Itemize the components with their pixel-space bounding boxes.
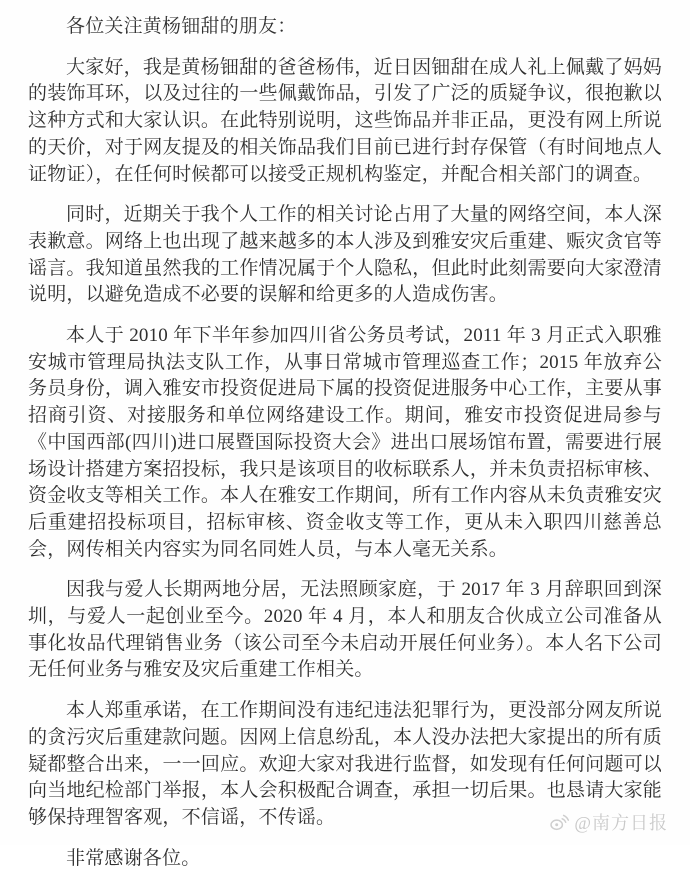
closing-line: 非常感谢各位。 — [66, 847, 201, 869]
paragraph-3: 本人于 2010 年下半年参加四川省公务员考试，2011 年 3 月正式入职雅安城市管理局执法支队工作，从事日常城市管理巡查工作；2015 年放弃公务员身份，调入雅安市投资促进局下属的投资促进服务中心工作，主要从事招商引资、对接服务和单位网络建设工作。期间，雅安市投资促进局参与《中国西部(四川)进口展暨国际投资大会》进出口展场馆布置，需要进行展场设计搭建方案招投标，我只是该项目的收标联系人，并未负责招标审核、资金收支等相关工作。本人在雅安工作期间，所有工作内容从未负责雅安灾后重建招投标项目，招标审核、资金收支等工作，更从未入职四川慈善总会，网传相关内容实为同名同姓人员，与本人毫无关系。 — [28, 325, 662, 560]
weibo-icon — [548, 811, 570, 833]
watermark-handle: @南方日报 — [574, 813, 668, 833]
paragraph-4: 因我与爱人长期两地分居，无法照顾家庭，于 2017 年 3 月辞职回到深圳，与爱人一起创业至今。2020 年 4 月，本人和朋友合伙成立公司准备从事化妆品代理销售业务（该公司至今未启动开展任何业务）。本人名下公司无任何业务与雅安及灾后重建工作相关。 — [28, 579, 662, 681]
watermark — [548, 809, 668, 835]
paragraph-1: 大家好，我是黄杨钿甜的爸爸杨伟，近日因钿甜在成人礼上佩戴了妈妈的装饰耳环，以及过往的一些佩戴饰品，引发了广泛的质疑争议，很抱歉以这种方式和大家认识。在此特别说明，这些饰品并非正品，更没有网上所说的天价，对于网友提及的相关饰品我们目前已进行封存保管（有时间地点人证物证），在任何时候都可以接受正规机构鉴定，并配合相关部门的调查。 — [28, 56, 662, 185]
salutation: 各位关注黄杨钿甜的朋友： — [66, 16, 297, 37]
paragraph-5: 本人郑重承诺，在工作期间没有违纪违法犯罪行为，更没部分网友所说的贪污灾后重建款问题。因网上信息纷乱，本人没办法把大家提出的所有质疑都整合出来，一一回应。欢迎大家对我进行监督，如发现有任何问题可以向当地纪检部门举报，本人会积极配合调查，承担一切后果。也恳请大家能够保持理智客观，不信谣，不传谣。 — [28, 700, 662, 828]
paragraph-2: 同时，近期关于我个人工作的相关讨论占用了大量的网络空间，本人深表歉意。网络上也出现了越来越多的本人涉及到雅安灾后重建、赈灾贪官等谣言。我知道虽然我的工作情况属于个人隐私，但此时此刻需要向大家澄清说明，以避免造成不必要的误解和给更多的人造成伤害。 — [28, 204, 662, 306]
